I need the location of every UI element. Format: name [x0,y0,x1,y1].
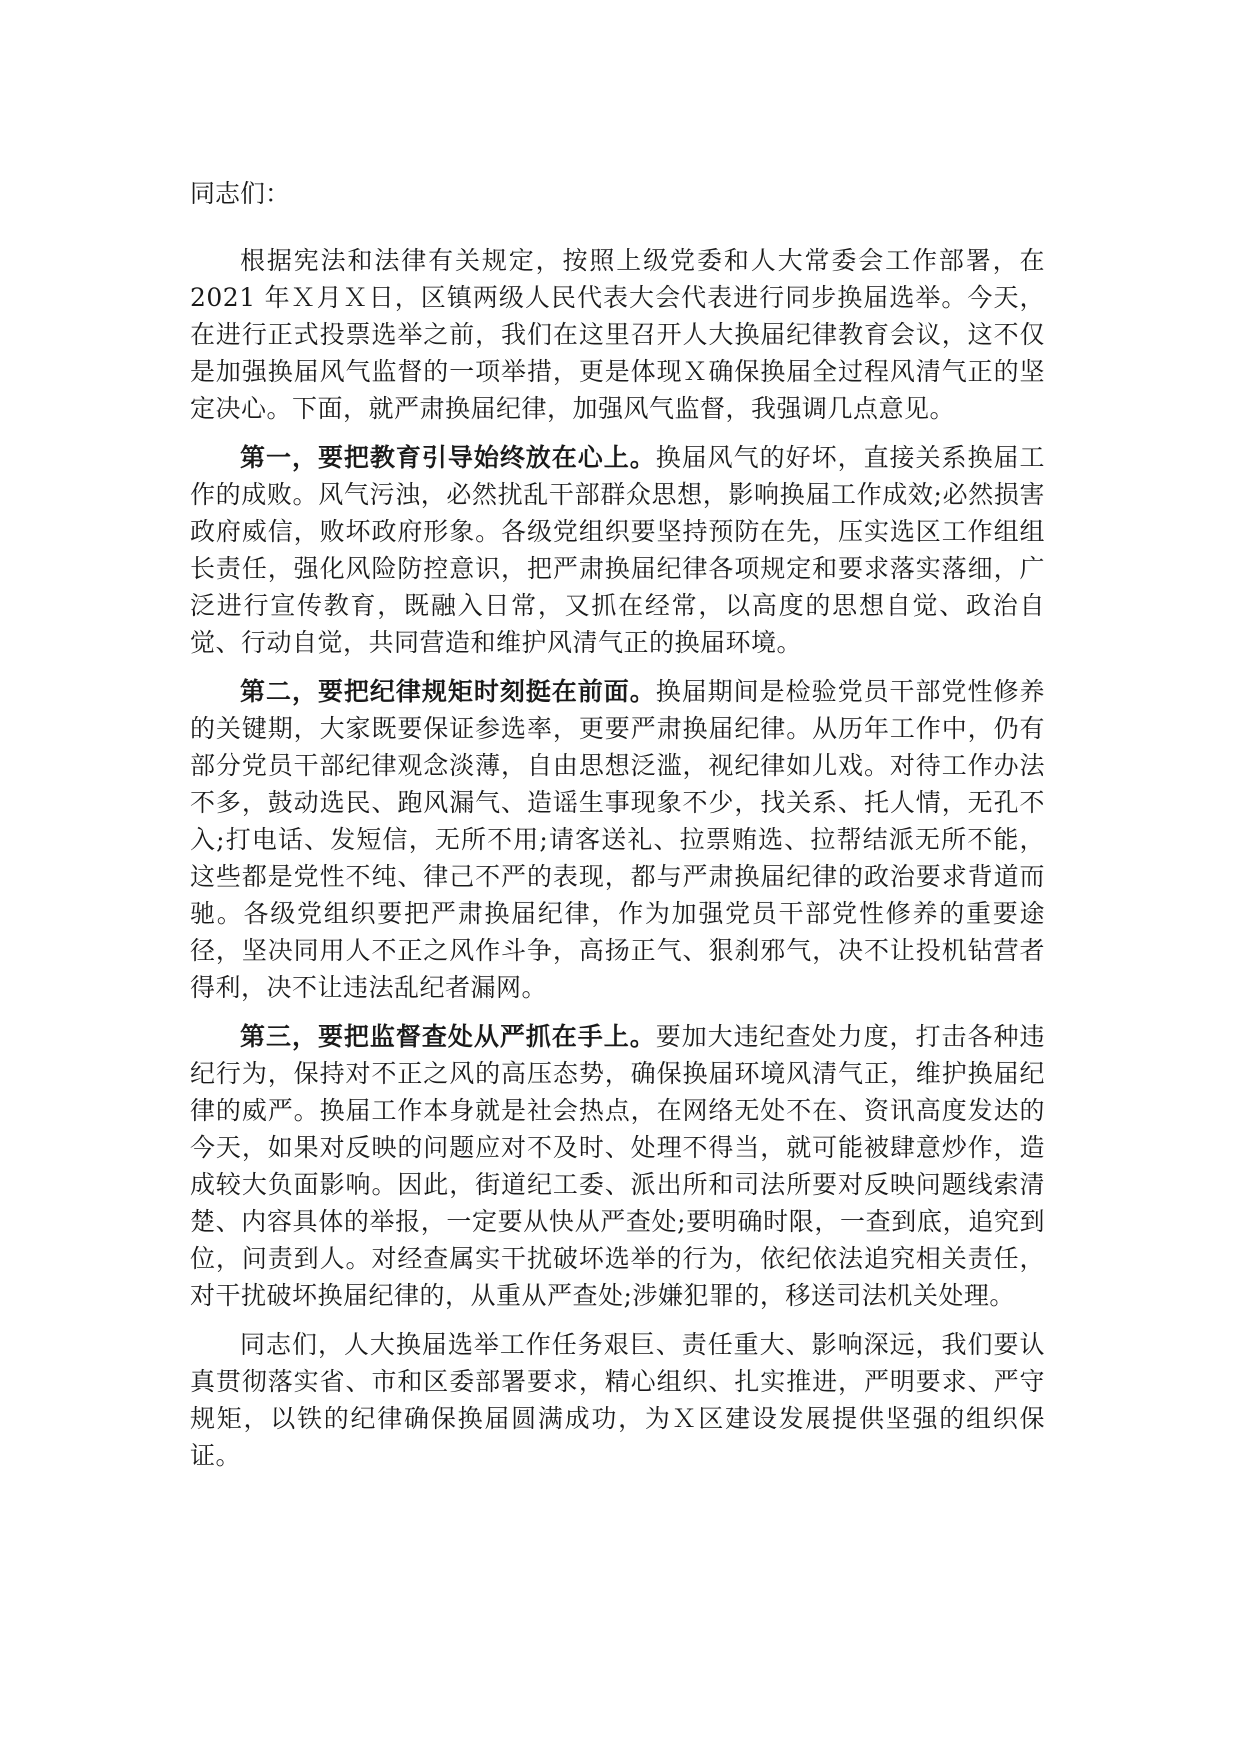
paragraph-text: 同志们，人大换届选举工作任务艰巨、责任重大、影响深远，我们要认真贯彻落实省、市和区委部署要求，精心组织、扎实推进，严明要求、严守规矩，以铁的纪律确保换届圆满成功，为Ｘ区建设发展提供坚强的组织保证。 [190,1330,1045,1470]
paragraph-lead: 第三，要把监督查处从严抓在手上。 [240,1022,656,1051]
paragraph-point-2 [190,673,1045,1006]
paragraph-lead: 第一，要把教育引导始终放在心上。 [240,443,656,472]
paragraph-text: 根据宪法和法律有关规定，按照上级党委和人大常委会工作部署，在 2021 年Ｘ月Ｘ日，区镇两级人民代表大会代表进行同步换届选举。今天，在进行正式投票选举之前，我们在这里召开人大换届纪律教育会议，这不仅是加强换届风气监督的一项举措，更是体现Ｘ确保换届全过程风清气正的坚定决心。下面，就严肃换届纪律，加强风气监督，我强调几点意见。 [190,246,1045,423]
salutation: 同志们： [190,179,291,208]
paragraph-point-1 [190,439,1045,661]
paragraph-lead: 第二，要把纪律规矩时刻挺在前面。 [240,677,656,706]
paragraph-point-3 [190,1018,1045,1314]
document-page [190,175,1045,1486]
paragraph-text: 换届期间是检验党员干部党性修养的关键期，大家既要保证参选率，更要严肃换届纪律。从历年工作中，仍有部分党员干部纪律观念淡薄，自由思想泛滥，视纪律如儿戏。对待工作办法不多，鼓动选民、跑风漏气、造谣生事现象不少，找关系、托人情，无孔不入;打电话、发短信，无所不用;请客送礼、拉票贿选、拉帮结派无所不能，这些都是党性不纯、律己不严的表现，都与严肃换届纪律的政治要求背道而驰。各级党组织要把严肃换届纪律，作为加强党员干部党性修养的重要途径，坚决同用人不正之风作斗争，高扬正气、狠刹邪气，决不让投机钻营者得利，决不让违法乱纪者漏网。 [190,677,1045,1002]
paragraph-text: 换届风气的好坏，直接关系换届工作的成败。风气污浊，必然扰乱干部群众思想，影响换届工作成效;必然损害政府威信，败坏政府形象。各级党组织要坚持预防在先，压实选区工作组组长责任，强化风险防控意识，把严肃换届纪律各项规定和要求落实落细，广泛进行宣传教育，既融入日常，又抓在经常，以高度的思想自觉、政治自觉、行动自觉，共同营造和维护风清气正的换届环境。 [190,443,1045,657]
paragraph-intro [190,242,1045,427]
paragraph-closing [190,1326,1045,1474]
paragraph-text: 要加大违纪查处力度，打击各种违纪行为，保持对不正之风的高压态势，确保换届环境风清气正，维护换届纪律的威严。换届工作本身就是社会热点，在网络无处不在、资讯高度发达的今天，如果对反映的问题应对不及时、处理不得当，就可能被肆意炒作，造成较大负面影响。因此，街道纪工委、派出所和司法所要对反映问题线索清楚、内容具体的举报，一定要从快从严查处;要明确时限，一查到底，追究到位，问责到人。对经查属实干扰破坏选举的行为，依纪依法追究相关责任，对干扰破坏换届纪律的，从重从严查处;涉嫌犯罪的，移送司法机关处理。 [190,1022,1045,1310]
